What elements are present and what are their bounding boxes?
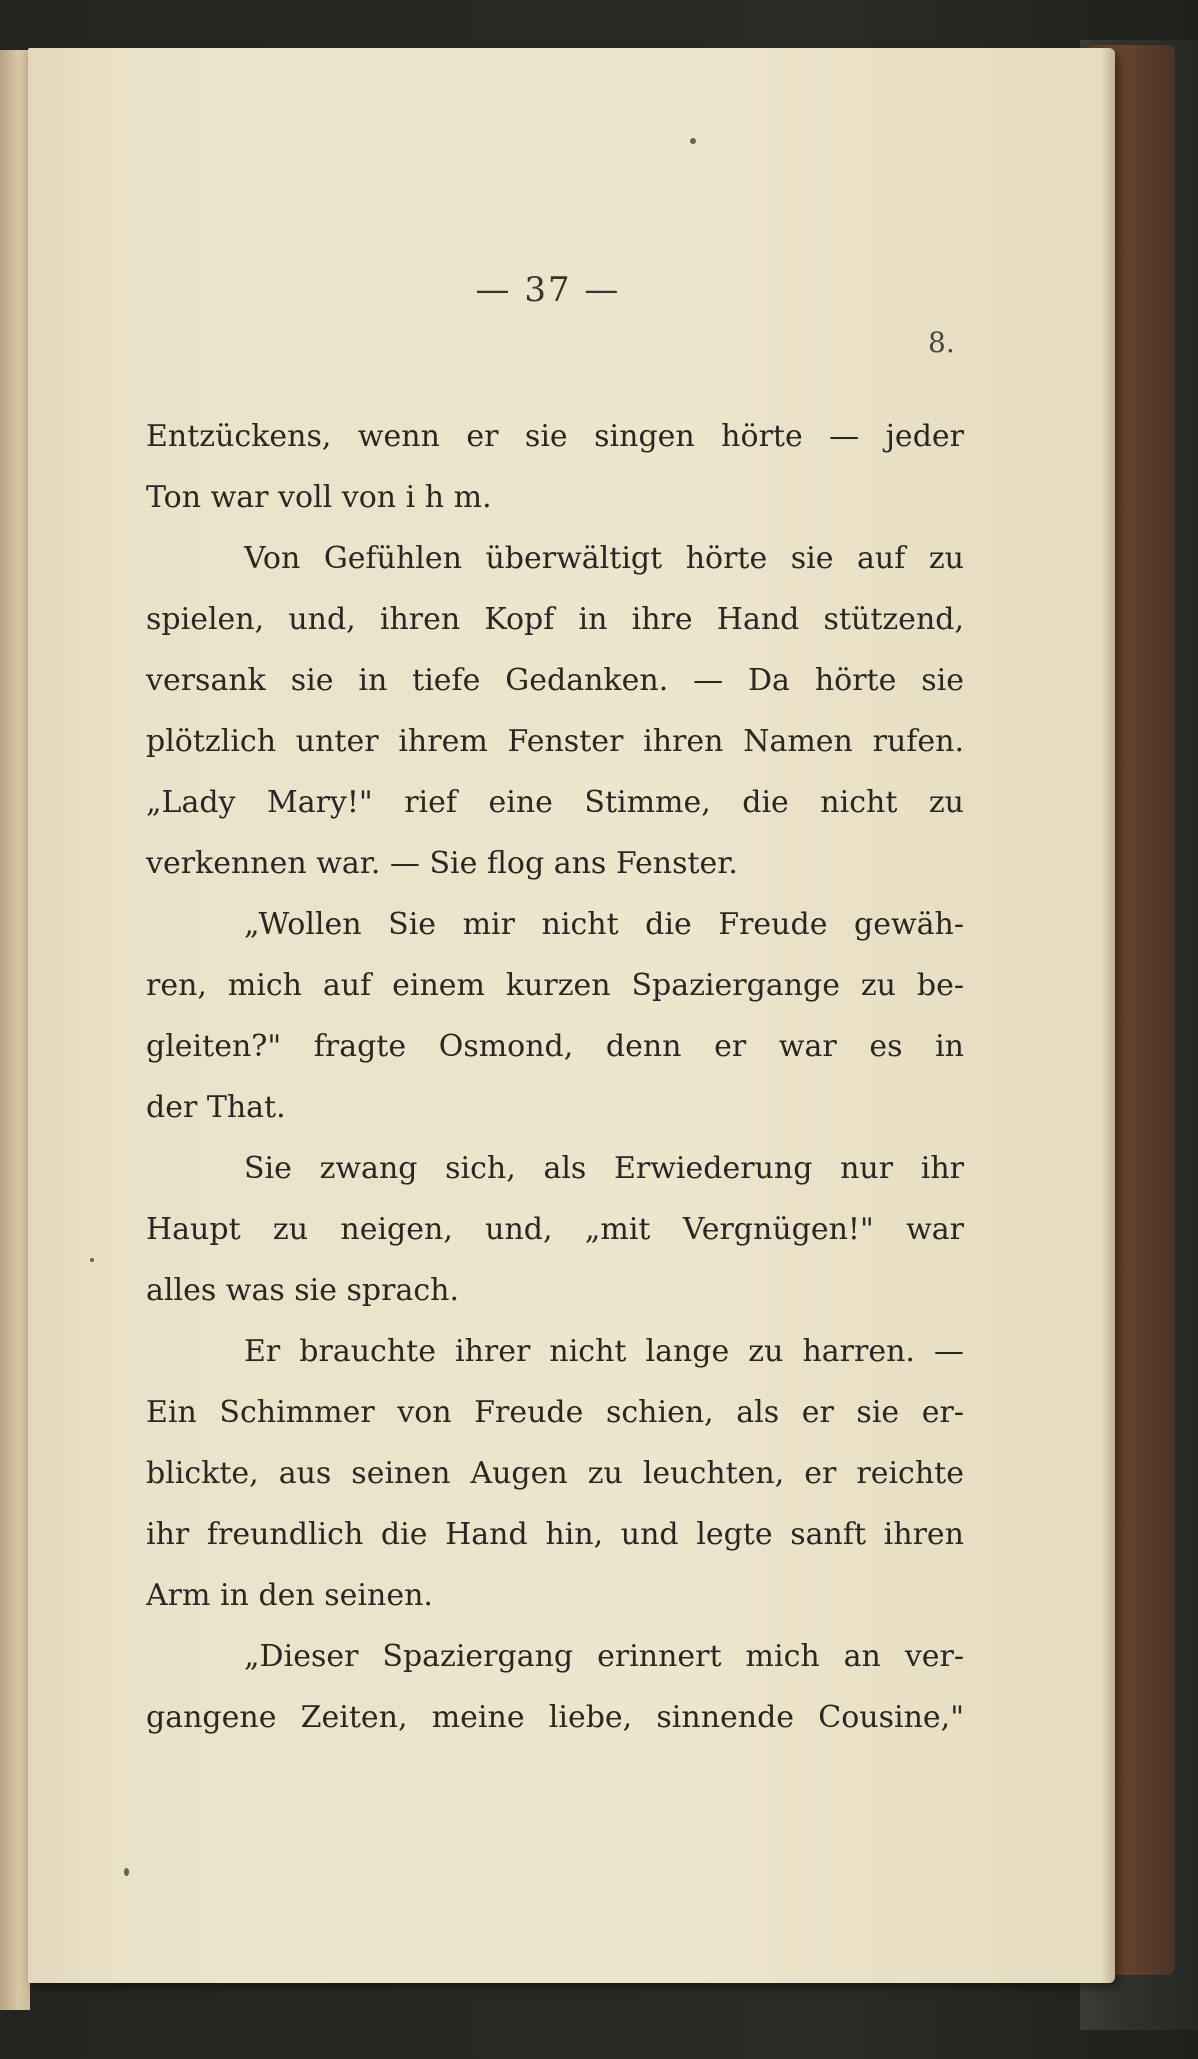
text-line: gangene Zeiten, meine liebe, sinnende Cousine," — [146, 1700, 964, 1735]
text-line: Entzückens, wenn er sie singen hörte — jeder — [146, 419, 964, 454]
text-line: Ton war voll von i h m. — [146, 480, 492, 515]
text-line: Ein Schimmer von Freude schien, als er sie er- — [146, 1395, 964, 1430]
margin-mark: 8. — [928, 326, 955, 359]
ink-speck — [90, 1258, 94, 1262]
text-line: alles was sie sprach. — [146, 1273, 460, 1308]
page-edge-shadow — [1101, 48, 1115, 1983]
page-body-text — [146, 406, 964, 1748]
text-line: Er brauchte ihrer nicht lange zu harren. — — [244, 1334, 964, 1369]
page-number: — 37 — — [475, 270, 621, 310]
ink-speck — [690, 138, 696, 144]
text-line: plötzlich unter ihrem Fenster ihren Namen rufen. — [146, 724, 964, 759]
text-line: „Dieser Spaziergang erinnert mich an ver- — [244, 1639, 964, 1674]
text-line: ihr freundlich die Hand hin, und legte sanft ihren — [146, 1517, 964, 1552]
text-line: „Wollen Sie mir nicht die Freude gewäh- — [244, 907, 964, 942]
text-line: spielen, und, ihren Kopf in ihre Hand stützend, — [146, 602, 964, 637]
text-line: Arm in den seinen. — [146, 1578, 433, 1613]
page-header — [28, 270, 1115, 310]
text-line: versank sie in tiefe Gedanken. — Da hörte sie — [146, 663, 964, 698]
text-line: der That. — [146, 1090, 286, 1125]
text-line: ren, mich auf einem kurzen Spaziergange zu be- — [146, 968, 964, 1003]
text-line: Sie zwang sich, als Erwiederung nur ihr — [244, 1151, 964, 1186]
book-gutter — [0, 50, 30, 2010]
text-line: verkennen war. — Sie flog ans Fenster. — [146, 846, 738, 881]
text-line: blickte, aus seinen Augen zu leuchten, er reichte — [146, 1456, 964, 1491]
text-line: gleiten?" fragte Osmond, denn er war es in — [146, 1029, 964, 1064]
text-line: Von Gefühlen überwältigt hörte sie auf zu — [244, 541, 964, 576]
book-page — [28, 48, 1115, 1983]
text-line: Haupt zu neigen, und, „mit Vergnügen!" war — [146, 1212, 964, 1247]
text-line: „Lady Mary!" rief eine Stimme, die nicht zu — [146, 785, 964, 820]
ink-speck — [124, 1868, 129, 1876]
